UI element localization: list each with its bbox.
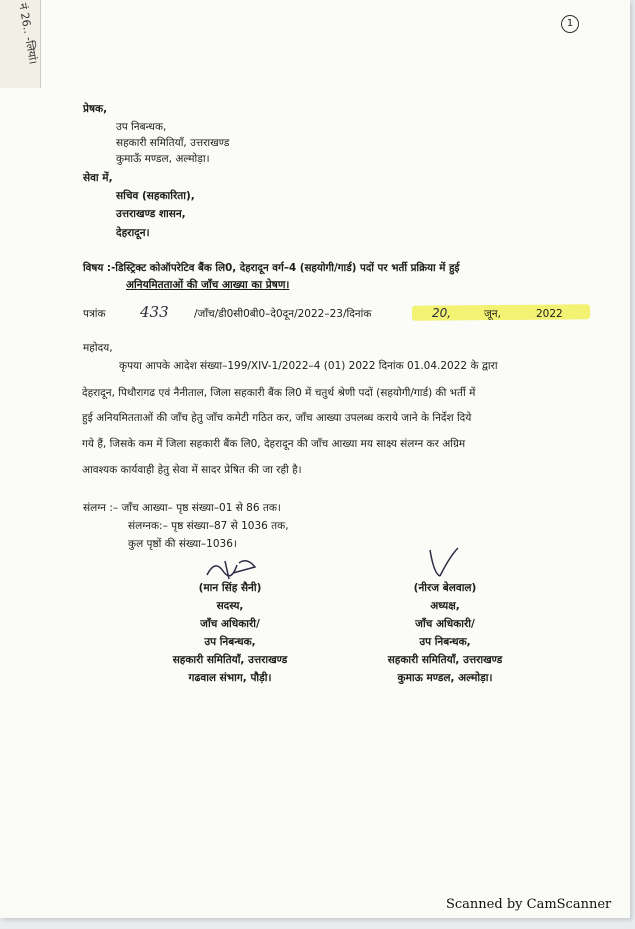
recipient-line: देहरादून। <box>116 227 150 239</box>
left-signatory-name: (मान सिंह सैनी) <box>198 582 262 594</box>
body-line: कृपया आपके आदेश संख्या–199/XIV-1/2022–4 (01) 2022 दिनांक 01.04.2022 के द्वारा <box>119 360 498 372</box>
reference-code: /जाँच/डी0सी0बी0–दे0दून/2022–23/दिनांक <box>194 308 372 320</box>
torn-corner-stamp <box>0 0 41 88</box>
reference-label: पत्रांक <box>83 308 106 320</box>
right-signatory-line: सहकारी समितियाँ, उत्तराखण्ड <box>387 654 503 666</box>
body-line: हुई अनियमितताओं की जाँच हेतु जाँच कमेटी गठित कर, जाँच आख्या उपलब्ध कराये जाने के निर्देश दिये <box>82 412 472 424</box>
right-signatory-designation: अध्यक्ष, <box>430 600 460 612</box>
body-line: देहरादून, पिथौरागढ एवं नैनीताल, जिला सहकारी बैंक लि0 में चतुर्थ श्रेणी पदों (सहयोगी/गार्ड) की भर्ती में <box>82 387 476 399</box>
sender-line: सहकारी समितियाँ, उत्तराखण्ड <box>116 137 230 149</box>
corner-stamp-text: नं 26.. -लियां। <box>16 2 40 66</box>
recipient-line: उत्तराखण्ड शासन, <box>116 208 186 220</box>
recipient-line: सचिव (सहकारिता), <box>116 190 195 202</box>
recipient-heading: सेवा में, <box>83 172 113 184</box>
salutation: महोदय, <box>83 342 113 354</box>
reference-month: जून, <box>484 308 501 320</box>
subject-line: अनियमितताओं की जाँच आख्या का प्रेषण। <box>126 279 290 291</box>
sender-line: कुमाऊँ मण्डल, अल्मोड़ा। <box>116 153 210 165</box>
subject-line: विषय :-डिस्ट्रिक्ट कोऑपरेटिव बैंक लि0, देहरादून वर्ग–4 (सहयोगी/गार्ड) पदों पर भर्ती प्रक्रिया में हुई <box>83 262 460 274</box>
right-signatory-line: जाँच अधिकारी/ <box>415 618 475 630</box>
left-signatory-line: उप निबन्धक, <box>204 636 256 648</box>
enclosure-line: संलग्न :– जाँच आख्या– पृष्ठ संख्या–01 से 86 तक। <box>83 502 281 514</box>
right-signatory-line: उप निबन्धक, <box>419 636 471 648</box>
reference-year: 2022 <box>536 308 563 320</box>
left-signatory-line: जाँच अधिकारी/ <box>200 618 260 630</box>
reference-day: 20, <box>432 306 452 320</box>
page-number: 1 <box>561 15 579 33</box>
enclosure-line: कुल पृष्ठों की संख्या–1036। <box>128 538 237 550</box>
left-signatory-line: सहकारी समितियाँ, उत्तराखण्ड <box>172 654 288 666</box>
signature-left-icon <box>203 555 263 585</box>
left-signatory-line: गढवाल संभाग, पौड़ी। <box>188 672 272 684</box>
enclosure-line: संलग्नक:– पृष्ठ संख्या–87 से 1036 तक, <box>128 520 289 532</box>
sender-line: उप निबन्धक, <box>116 121 167 133</box>
body-line: गये हैं, जिसके कम में जिला सहकारी बैंक लि0, देहरादून की जाँच आख्या मय साक्ष्य संलग्न कर अग्रिम <box>82 438 466 450</box>
scanner-watermark: Scanned by CamScanner <box>446 897 612 912</box>
left-signatory-designation: सदस्य, <box>216 600 244 612</box>
reference-number: 433 <box>140 303 169 321</box>
sender-heading: प्रेषक, <box>83 103 108 115</box>
body-line: आवश्यक कार्यवाही हेतु सेवा में सादर प्रेषित की जा रही है। <box>82 464 302 476</box>
right-signatory-name: (नीरज बेलवाल) <box>413 582 477 594</box>
signature-right-icon <box>424 544 464 584</box>
right-signatory-line: कुमाऊ मण्डल, अल्मोड़ा। <box>397 672 493 684</box>
